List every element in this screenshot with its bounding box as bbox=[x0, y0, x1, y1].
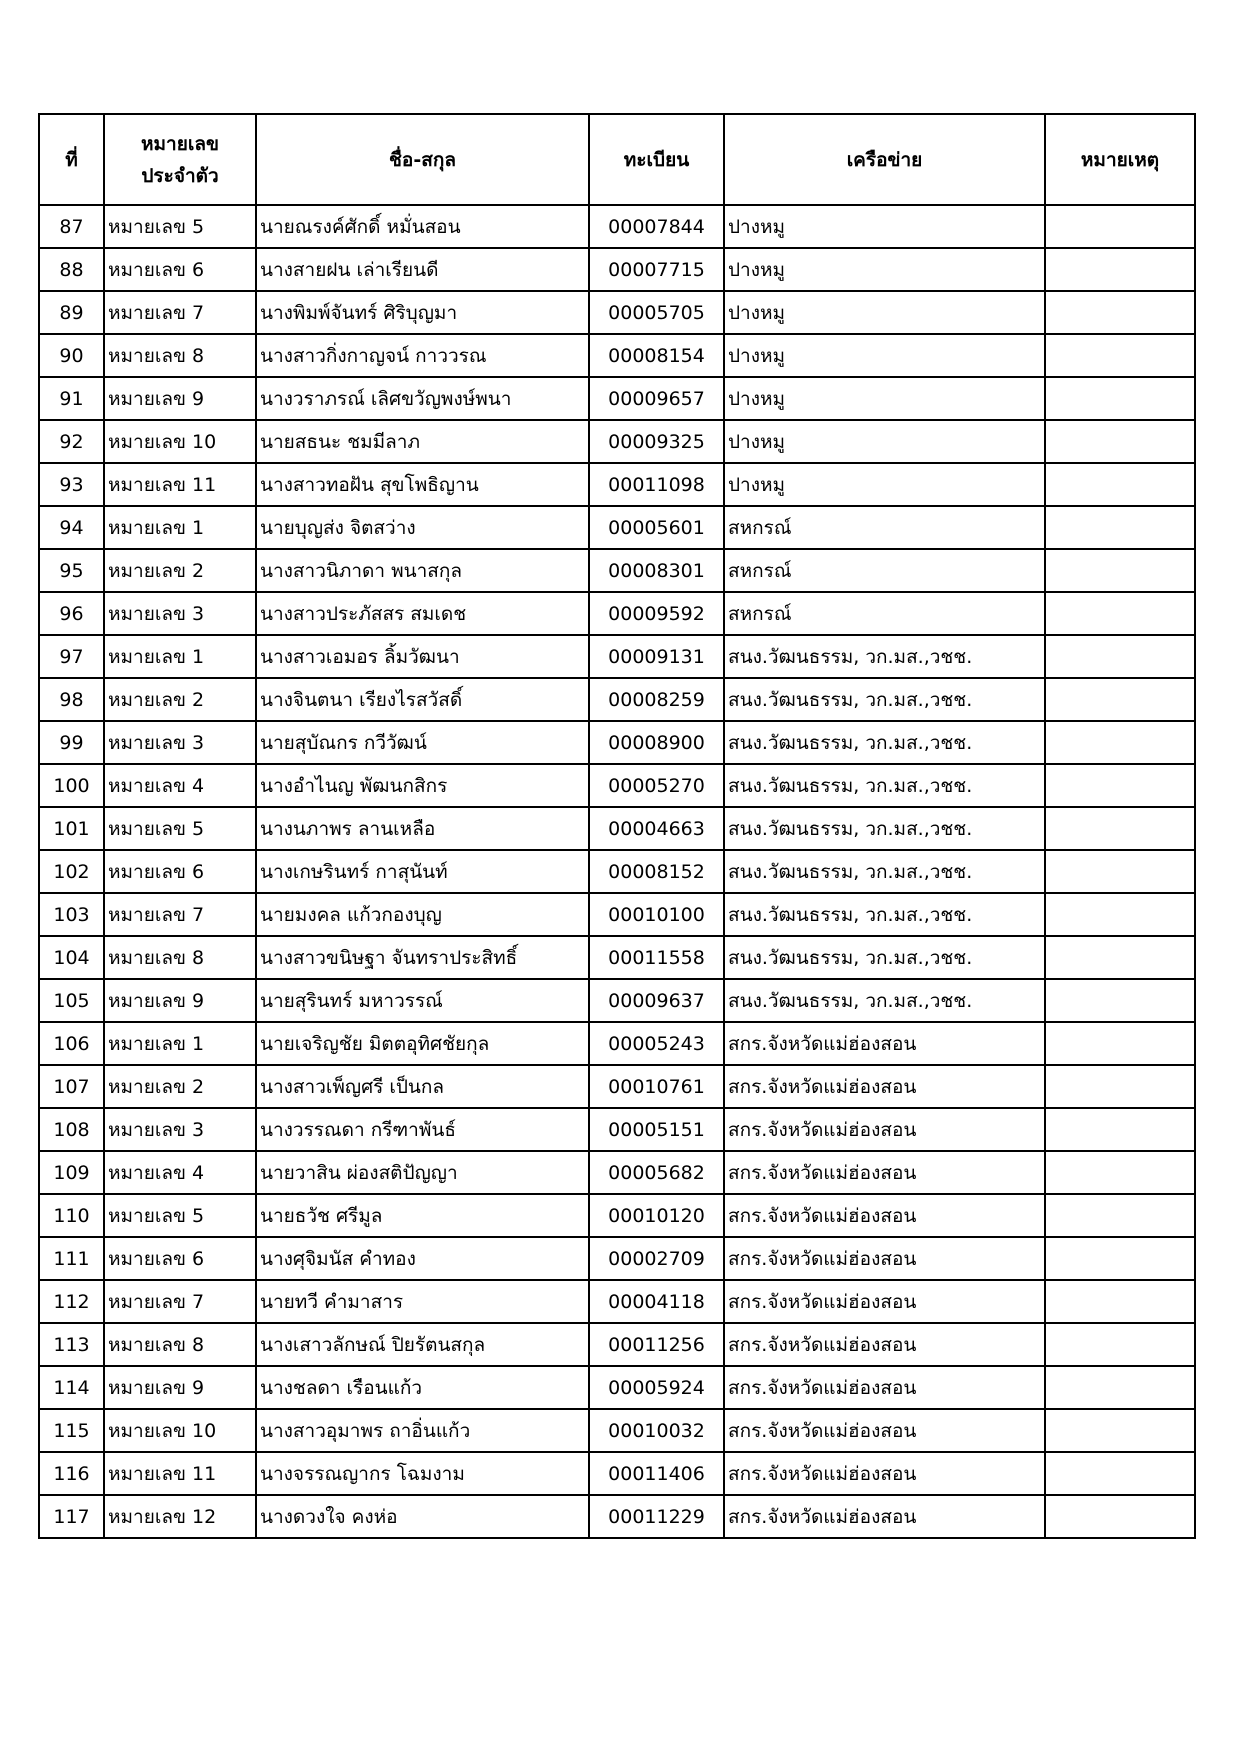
cell-name: นายณรงค์ศักดิ์ หมั่นสอน bbox=[256, 205, 589, 248]
cell-registration: 00010100 bbox=[589, 893, 724, 936]
table-row bbox=[39, 1323, 1195, 1366]
cell-id-number: หมายเลข 7 bbox=[104, 291, 256, 334]
table-row bbox=[39, 291, 1195, 334]
table-row bbox=[39, 1065, 1195, 1108]
cell-network: สนง.วัฒนธรรม, วก.มส.,วชช. bbox=[724, 979, 1045, 1022]
cell-name: นางอำไนญ พัฒนกสิกร bbox=[256, 764, 589, 807]
cell-registration: 00008154 bbox=[589, 334, 724, 377]
cell-id-number: หมายเลข 11 bbox=[104, 463, 256, 506]
cell-note bbox=[1045, 979, 1195, 1022]
cell-name: นางจรรณญากร โฉมงาม bbox=[256, 1452, 589, 1495]
cell-no: 94 bbox=[39, 506, 104, 549]
cell-no: 96 bbox=[39, 592, 104, 635]
cell-registration: 00008301 bbox=[589, 549, 724, 592]
cell-network: สกร.จังหวัดแม่ฮ่องสอน bbox=[724, 1280, 1045, 1323]
cell-id-number: หมายเลข 1 bbox=[104, 506, 256, 549]
cell-id-number: หมายเลข 2 bbox=[104, 549, 256, 592]
cell-registration: 00010761 bbox=[589, 1065, 724, 1108]
header-id-line1: หมายเลข bbox=[141, 132, 219, 155]
cell-no: 102 bbox=[39, 850, 104, 893]
cell-no: 99 bbox=[39, 721, 104, 764]
cell-name: นางสาวเพ็ญศรี เป็นกล bbox=[256, 1065, 589, 1108]
cell-registration: 00005151 bbox=[589, 1108, 724, 1151]
cell-name: นายสธนะ ชมมีลาภ bbox=[256, 420, 589, 463]
cell-id-number: หมายเลข 3 bbox=[104, 592, 256, 635]
cell-id-number: หมายเลข 2 bbox=[104, 1065, 256, 1108]
cell-name: นางจินตนา เรียงไรสวัสดิ์ bbox=[256, 678, 589, 721]
cell-note bbox=[1045, 420, 1195, 463]
cell-no: 101 bbox=[39, 807, 104, 850]
cell-name: นางเสาวลักษณ์ ปิยรัตนสกุล bbox=[256, 1323, 589, 1366]
cell-no: 87 bbox=[39, 205, 104, 248]
cell-network: สกร.จังหวัดแม่ฮ่องสอน bbox=[724, 1323, 1045, 1366]
cell-registration: 00008152 bbox=[589, 850, 724, 893]
cell-registration: 00011558 bbox=[589, 936, 724, 979]
header-name: ชื่อ-สกุล bbox=[256, 114, 589, 205]
cell-note bbox=[1045, 764, 1195, 807]
cell-network: สกร.จังหวัดแม่ฮ่องสอน bbox=[724, 1237, 1045, 1280]
table-row bbox=[39, 506, 1195, 549]
table-row bbox=[39, 678, 1195, 721]
cell-no: 109 bbox=[39, 1151, 104, 1194]
cell-id-number: หมายเลข 1 bbox=[104, 635, 256, 678]
cell-id-number: หมายเลข 8 bbox=[104, 1323, 256, 1366]
cell-no: 100 bbox=[39, 764, 104, 807]
table-row bbox=[39, 1495, 1195, 1538]
cell-registration: 00007844 bbox=[589, 205, 724, 248]
header-network: เครือข่าย bbox=[724, 114, 1045, 205]
cell-no: 95 bbox=[39, 549, 104, 592]
cell-note bbox=[1045, 291, 1195, 334]
cell-registration: 00004663 bbox=[589, 807, 724, 850]
cell-note bbox=[1045, 1323, 1195, 1366]
cell-no: 117 bbox=[39, 1495, 104, 1538]
table-row bbox=[39, 377, 1195, 420]
cell-no: 98 bbox=[39, 678, 104, 721]
table-row bbox=[39, 635, 1195, 678]
cell-registration: 00009131 bbox=[589, 635, 724, 678]
cell-id-number: หมายเลข 9 bbox=[104, 377, 256, 420]
cell-registration: 00008900 bbox=[589, 721, 724, 764]
cell-network: สหกรณ์ bbox=[724, 592, 1045, 635]
cell-name: นางนภาพร ลานเหลือ bbox=[256, 807, 589, 850]
header-id-line2: ประจำตัว bbox=[141, 164, 219, 187]
cell-no: 111 bbox=[39, 1237, 104, 1280]
table-row bbox=[39, 549, 1195, 592]
cell-note bbox=[1045, 1280, 1195, 1323]
cell-no: 116 bbox=[39, 1452, 104, 1495]
cell-note bbox=[1045, 1409, 1195, 1452]
cell-name: นางวรรณดา กรีฑาพันธ์ bbox=[256, 1108, 589, 1151]
cell-network: สกร.จังหวัดแม่ฮ่องสอน bbox=[724, 1495, 1045, 1538]
table-header bbox=[39, 114, 1195, 205]
cell-id-number: หมายเลข 6 bbox=[104, 850, 256, 893]
table-row bbox=[39, 1151, 1195, 1194]
cell-note bbox=[1045, 1151, 1195, 1194]
cell-network: สนง.วัฒนธรรม, วก.มส.,วชช. bbox=[724, 807, 1045, 850]
table-row bbox=[39, 1022, 1195, 1065]
cell-registration: 00005601 bbox=[589, 506, 724, 549]
cell-registration: 00009592 bbox=[589, 592, 724, 635]
table-row bbox=[39, 807, 1195, 850]
cell-name: นายทวี คำมาสาร bbox=[256, 1280, 589, 1323]
cell-registration: 00005243 bbox=[589, 1022, 724, 1065]
cell-name: นางสาวประภัสสร สมเดช bbox=[256, 592, 589, 635]
cell-network: ปางหมู bbox=[724, 205, 1045, 248]
cell-note bbox=[1045, 678, 1195, 721]
cell-name: นางสายฝน เล่าเรียนดี bbox=[256, 248, 589, 291]
cell-no: 113 bbox=[39, 1323, 104, 1366]
cell-name: นายสุบัณกร กวีวัฒน์ bbox=[256, 721, 589, 764]
cell-registration: 00005924 bbox=[589, 1366, 724, 1409]
cell-registration: 00011229 bbox=[589, 1495, 724, 1538]
cell-network: สกร.จังหวัดแม่ฮ่องสอน bbox=[724, 1151, 1045, 1194]
cell-note bbox=[1045, 1237, 1195, 1280]
cell-registration: 00011256 bbox=[589, 1323, 724, 1366]
cell-id-number: หมายเลข 9 bbox=[104, 979, 256, 1022]
table-row bbox=[39, 1409, 1195, 1452]
cell-registration: 00007715 bbox=[589, 248, 724, 291]
cell-no: 105 bbox=[39, 979, 104, 1022]
cell-note bbox=[1045, 850, 1195, 893]
table-row bbox=[39, 248, 1195, 291]
cell-id-number: หมายเลข 10 bbox=[104, 1409, 256, 1452]
cell-name: นางวราภรณ์ เลิศขวัญพงษ์พนา bbox=[256, 377, 589, 420]
cell-note bbox=[1045, 549, 1195, 592]
cell-network: สนง.วัฒนธรรม, วก.มส.,วชช. bbox=[724, 635, 1045, 678]
cell-network: สนง.วัฒนธรรม, วก.มส.,วชช. bbox=[724, 893, 1045, 936]
table-row bbox=[39, 463, 1195, 506]
table-row bbox=[39, 893, 1195, 936]
cell-no: 106 bbox=[39, 1022, 104, 1065]
cell-name: นายวาสิน ผ่องสติปัญญา bbox=[256, 1151, 589, 1194]
cell-no: 90 bbox=[39, 334, 104, 377]
cell-name: นางสาวนิภาดา พนาสกุล bbox=[256, 549, 589, 592]
cell-note bbox=[1045, 1452, 1195, 1495]
cell-registration: 00005270 bbox=[589, 764, 724, 807]
cell-no: 112 bbox=[39, 1280, 104, 1323]
cell-note bbox=[1045, 248, 1195, 291]
cell-name: นายมงคล แก้วกองบุญ bbox=[256, 893, 589, 936]
cell-note bbox=[1045, 205, 1195, 248]
cell-network: สกร.จังหวัดแม่ฮ่องสอน bbox=[724, 1108, 1045, 1151]
header-id-number bbox=[104, 114, 256, 205]
cell-name: นายธวัช ศรีมูล bbox=[256, 1194, 589, 1237]
cell-note bbox=[1045, 1108, 1195, 1151]
cell-registration: 00008259 bbox=[589, 678, 724, 721]
header-row bbox=[39, 114, 1195, 205]
cell-no: 110 bbox=[39, 1194, 104, 1237]
table-row bbox=[39, 592, 1195, 635]
cell-registration: 00002709 bbox=[589, 1237, 724, 1280]
table-row bbox=[39, 721, 1195, 764]
cell-network: สกร.จังหวัดแม่ฮ่องสอน bbox=[724, 1366, 1045, 1409]
table-row bbox=[39, 1280, 1195, 1323]
cell-no: 104 bbox=[39, 936, 104, 979]
cell-id-number: หมายเลข 6 bbox=[104, 248, 256, 291]
cell-name: นางชลดา เรือนแก้ว bbox=[256, 1366, 589, 1409]
cell-registration: 00010120 bbox=[589, 1194, 724, 1237]
cell-network: สกร.จังหวัดแม่ฮ่องสอน bbox=[724, 1194, 1045, 1237]
cell-no: 108 bbox=[39, 1108, 104, 1151]
cell-note bbox=[1045, 1366, 1195, 1409]
cell-no: 103 bbox=[39, 893, 104, 936]
cell-name: นายบุญส่ง จิตสว่าง bbox=[256, 506, 589, 549]
cell-network: สนง.วัฒนธรรม, วก.มส.,วชช. bbox=[724, 936, 1045, 979]
cell-network: สนง.วัฒนธรรม, วก.มส.,วชช. bbox=[724, 850, 1045, 893]
cell-network: สนง.วัฒนธรรม, วก.มส.,วชช. bbox=[724, 721, 1045, 764]
cell-name: นางพิมพ์จันทร์ ศิริบุญมา bbox=[256, 291, 589, 334]
cell-id-number: หมายเลข 8 bbox=[104, 334, 256, 377]
cell-note bbox=[1045, 721, 1195, 764]
cell-registration: 00004118 bbox=[589, 1280, 724, 1323]
cell-note bbox=[1045, 1495, 1195, 1538]
table-row bbox=[39, 764, 1195, 807]
cell-id-number: หมายเลข 7 bbox=[104, 1280, 256, 1323]
cell-network: สหกรณ์ bbox=[724, 506, 1045, 549]
table-row bbox=[39, 334, 1195, 377]
cell-name: นายสุรินทร์ มหาวรรณ์ bbox=[256, 979, 589, 1022]
cell-note bbox=[1045, 936, 1195, 979]
cell-network: สนง.วัฒนธรรม, วก.มส.,วชช. bbox=[724, 764, 1045, 807]
cell-id-number: หมายเลข 6 bbox=[104, 1237, 256, 1280]
cell-name: นางสาวอุมาพร ถาอิ่นแก้ว bbox=[256, 1409, 589, 1452]
table-row bbox=[39, 936, 1195, 979]
cell-id-number: หมายเลข 3 bbox=[104, 721, 256, 764]
header-registration: ทะเบียน bbox=[589, 114, 724, 205]
cell-id-number: หมายเลข 11 bbox=[104, 1452, 256, 1495]
cell-note bbox=[1045, 377, 1195, 420]
cell-no: 91 bbox=[39, 377, 104, 420]
cell-name: นางดวงใจ คงห่อ bbox=[256, 1495, 589, 1538]
cell-note bbox=[1045, 463, 1195, 506]
cell-no: 93 bbox=[39, 463, 104, 506]
cell-registration: 00009637 bbox=[589, 979, 724, 1022]
cell-note bbox=[1045, 592, 1195, 635]
table-row bbox=[39, 1452, 1195, 1495]
cell-registration: 00010032 bbox=[589, 1409, 724, 1452]
cell-no: 97 bbox=[39, 635, 104, 678]
cell-id-number: หมายเลข 4 bbox=[104, 1151, 256, 1194]
cell-name: นางศุจิมนัส คำทอง bbox=[256, 1237, 589, 1280]
cell-network: สกร.จังหวัดแม่ฮ่องสอน bbox=[724, 1409, 1045, 1452]
cell-note bbox=[1045, 807, 1195, 850]
cell-note bbox=[1045, 893, 1195, 936]
cell-note bbox=[1045, 1022, 1195, 1065]
cell-note bbox=[1045, 1065, 1195, 1108]
table-row bbox=[39, 205, 1195, 248]
cell-name: นางสาวเอมอร ลิ้มวัฒนา bbox=[256, 635, 589, 678]
cell-id-number: หมายเลข 5 bbox=[104, 1194, 256, 1237]
cell-id-number: หมายเลข 5 bbox=[104, 205, 256, 248]
table-row bbox=[39, 420, 1195, 463]
cell-network: ปางหมู bbox=[724, 420, 1045, 463]
cell-registration: 00011098 bbox=[589, 463, 724, 506]
cell-name: นางสาวกิ่งกาญจน์ กาววรณ bbox=[256, 334, 589, 377]
cell-registration: 00005682 bbox=[589, 1151, 724, 1194]
cell-name: นางเกษรินทร์ กาสุนันท์ bbox=[256, 850, 589, 893]
cell-name: นายเจริญชัย มิตตอุทิศชัยกุล bbox=[256, 1022, 589, 1065]
roster-table bbox=[38, 113, 1196, 1539]
cell-no: 89 bbox=[39, 291, 104, 334]
cell-network: สนง.วัฒนธรรม, วก.มส.,วชช. bbox=[724, 678, 1045, 721]
table-row bbox=[39, 850, 1195, 893]
header-note: หมายเหตุ bbox=[1045, 114, 1195, 205]
cell-network: สหกรณ์ bbox=[724, 549, 1045, 592]
table-row bbox=[39, 1366, 1195, 1409]
table-body bbox=[39, 205, 1195, 1538]
cell-network: ปางหมู bbox=[724, 377, 1045, 420]
cell-network: ปางหมู bbox=[724, 463, 1045, 506]
cell-name: นางสาวขนิษฐา จันทราประสิทธิ์ bbox=[256, 936, 589, 979]
cell-registration: 00009657 bbox=[589, 377, 724, 420]
cell-network: สกร.จังหวัดแม่ฮ่องสอน bbox=[724, 1022, 1045, 1065]
cell-network: ปางหมู bbox=[724, 291, 1045, 334]
cell-note bbox=[1045, 334, 1195, 377]
cell-id-number: หมายเลข 3 bbox=[104, 1108, 256, 1151]
cell-no: 92 bbox=[39, 420, 104, 463]
cell-network: ปางหมู bbox=[724, 334, 1045, 377]
cell-network: สกร.จังหวัดแม่ฮ่องสอน bbox=[724, 1452, 1045, 1495]
cell-network: ปางหมู bbox=[724, 248, 1045, 291]
cell-id-number: หมายเลข 4 bbox=[104, 764, 256, 807]
cell-registration: 00005705 bbox=[589, 291, 724, 334]
cell-id-number: หมายเลข 7 bbox=[104, 893, 256, 936]
table-row bbox=[39, 1194, 1195, 1237]
cell-id-number: หมายเลข 8 bbox=[104, 936, 256, 979]
table-row bbox=[39, 1108, 1195, 1151]
cell-no: 115 bbox=[39, 1409, 104, 1452]
cell-id-number: หมายเลข 2 bbox=[104, 678, 256, 721]
cell-id-number: หมายเลข 10 bbox=[104, 420, 256, 463]
table-row bbox=[39, 1237, 1195, 1280]
cell-name: นางสาวทอฝัน สุขโพธิญาน bbox=[256, 463, 589, 506]
cell-registration: 00011406 bbox=[589, 1452, 724, 1495]
cell-id-number: หมายเลข 1 bbox=[104, 1022, 256, 1065]
cell-id-number: หมายเลข 9 bbox=[104, 1366, 256, 1409]
cell-note bbox=[1045, 635, 1195, 678]
cell-id-number: หมายเลข 5 bbox=[104, 807, 256, 850]
table-row bbox=[39, 979, 1195, 1022]
cell-no: 88 bbox=[39, 248, 104, 291]
header-no: ที่ bbox=[39, 114, 104, 205]
cell-note bbox=[1045, 506, 1195, 549]
cell-no: 114 bbox=[39, 1366, 104, 1409]
cell-no: 107 bbox=[39, 1065, 104, 1108]
cell-network: สกร.จังหวัดแม่ฮ่องสอน bbox=[724, 1065, 1045, 1108]
cell-note bbox=[1045, 1194, 1195, 1237]
cell-id-number: หมายเลข 12 bbox=[104, 1495, 256, 1538]
cell-registration: 00009325 bbox=[589, 420, 724, 463]
